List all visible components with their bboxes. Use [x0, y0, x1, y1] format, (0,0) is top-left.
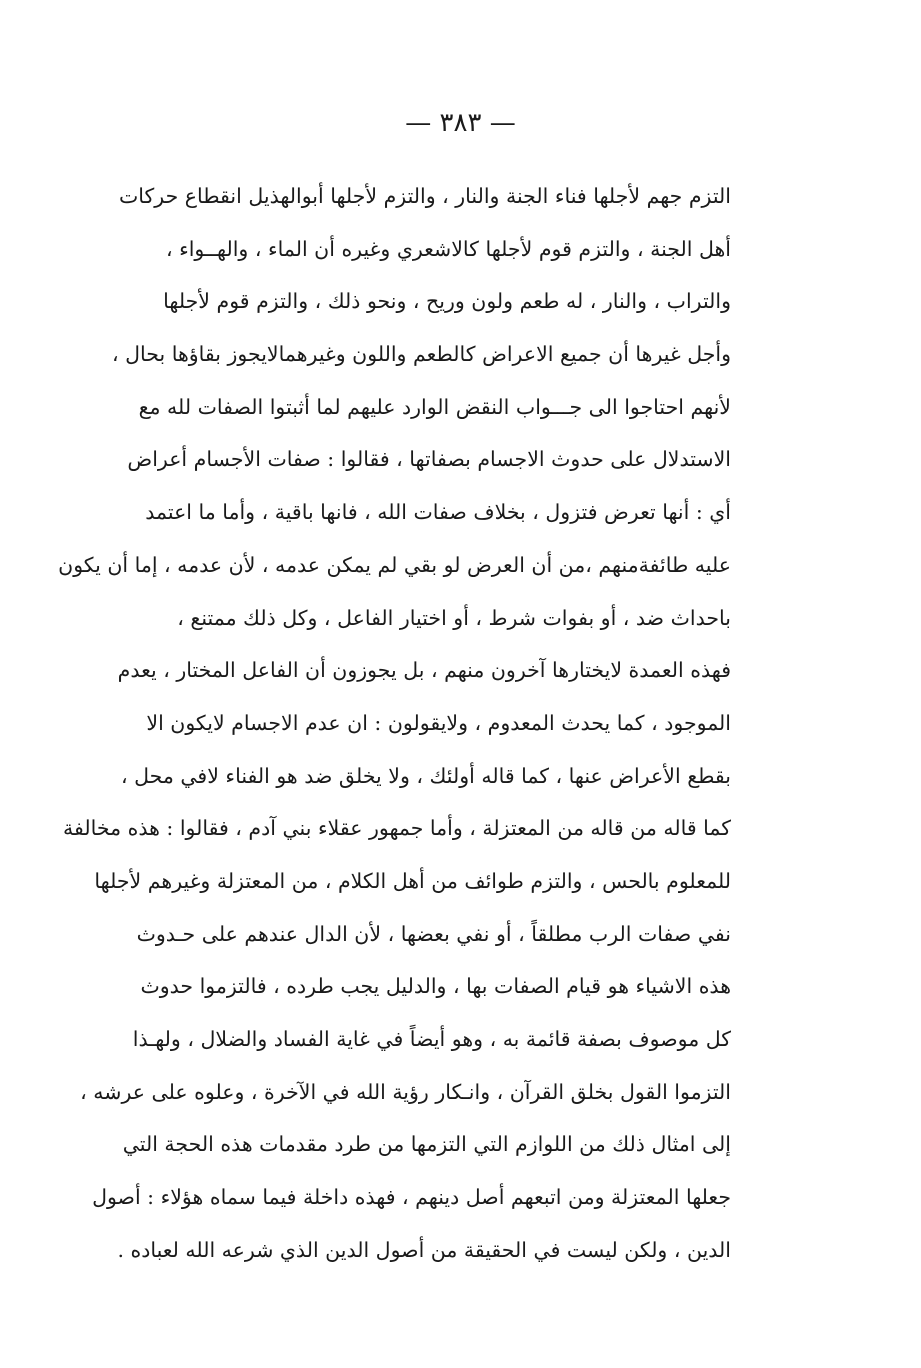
text-line-14: للمعلوم بالحس ، والتزم طوائف من أهل الكلام ، من المعتزلة وغيرهم لأجلها [94, 868, 731, 893]
text-line-8: عليه طائفةمنهم ،من أن العرض لو بقي لم يمكن عدمه ، لأن عدمه ، إما أن يكون [58, 552, 731, 577]
text-line-1: التزم جهم لأجلها فناء الجنة والنار ، والتزم لأجلها أبوالهذيل انقطاع حركات [118, 184, 731, 208]
text-line-4: وأجل غيرها أن جميع الاعراض كالطعم واللون وغيرهمالايجوز بقاؤها بحال ، [111, 342, 731, 367]
text-line-6: الاستدلال على حدوث الاجسام بصفاتها ، فقالوا : صفات الأجسام أعراض [127, 447, 731, 472]
text-line-3: والتراب ، والنار ، له طعم ولون وريح ، ونحو ذلك ، والتزم قوم لأجلها [163, 289, 731, 314]
text-line-21: الدين ، ولكن ليست في الحقيقة من أصول الدين الذي شرعه الله لعباده . [117, 1237, 731, 1262]
text-line-16: هذه الاشياء هو قيام الصفات بها ، والدليل يجب طرده ، فالتزموا حدوث [140, 974, 731, 999]
text-line-20: جعلها المعتزلة ومن اتبعهم أصل دينهم ، فهذه داخلة فيما سماه هؤلاء : أصول [92, 1185, 731, 1210]
text-line-7: أي : أنها تعرض فتزول ، بخلاف صفات الله ، فانها باقية ، وأما ما اعتمد [145, 500, 731, 525]
text-line-15: نفي صفات الرب مطلقاً ، أو نفي بعضها ، لأن الدال عندهم على حـدوث [136, 921, 731, 946]
text-line-18: التزموا القول بخلق القرآن ، وانـكار رؤية الله في الآخرة ، وعلوه على عرشه ، [80, 1079, 731, 1104]
body-text [58, 170, 731, 1276]
text-line-2: أهل الجنة ، والتزم قوم لأجلها كالاشعري وغيره أن الماء ، والهــواء ، [165, 236, 731, 261]
text-line-10: فهذه العمدة لايختارها آخرون منهم ، بل يجوزون أن الفاعل المختار ، يعدم [117, 658, 731, 683]
text-line-12: بقطع الأعراض عنها ، كما قاله أولئك ، ولا يخلق ضد هو الفناء لافي محل ، [120, 763, 731, 788]
text-line-19: إلى امثال ذلك من اللوازم التي التزمها من طرد مقدمات هذه الحجة التي [122, 1132, 731, 1157]
text-line-13: كما قاله من قاله من المعتزلة ، وأما جمهور عقلاء بني آدم ، فقالوا : هذه مخالفة [63, 816, 731, 841]
text-line-11: الموجود ، كما يحدث المعدوم ، ولايقولون : ان عدم الاجسام لايكون الا [146, 710, 731, 735]
text-line-17: كل موصوف بصفة قائمة به ، وهو أيضاً في غاية الفساد والضلال ، ولهـذا [132, 1027, 731, 1051]
text-line-5: لأنهم احتاجوا الى جـــواب النقض الوارد عليهم لما أثبتوا الصفات لله مع [138, 394, 731, 419]
page-number: — ٣٨٣ — [405, 108, 516, 138]
text-line-9: باحداث ضد ، أو بفوات شرط ، أو اختيار الفاعل ، وكل ذلك ممتنع ، [177, 605, 731, 630]
